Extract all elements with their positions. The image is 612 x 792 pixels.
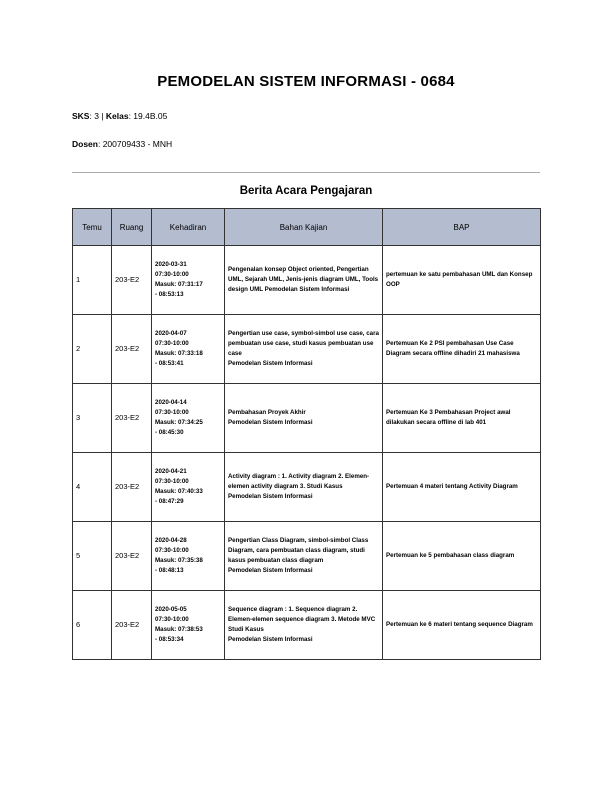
cell-bahan-kajian: Pembahasan Proyek Akhir Pemodelan Sistem Informasi (225, 384, 383, 453)
cell-temu: 3 (73, 384, 112, 453)
kelas-label: Kelas (105, 111, 129, 121)
cell-ruang: 203-E2 (112, 453, 152, 522)
cell-temu: 2 (73, 315, 112, 384)
cell-bap: pertemuan ke satu pembahasan UML dan Konsep OOP (383, 246, 541, 315)
dosen-value: : 200709433 - MNH (97, 139, 173, 149)
course-info (72, 111, 167, 121)
section-title: Berita Acara Pengajaran (239, 185, 373, 197)
cell-temu: 5 (73, 522, 112, 591)
cell-bahan-kajian: Activity diagram : 1. Activity diagram 2. Elemen-elemen activity diagram 3. Studi Kasus Pemodelan Sistem Informasi (225, 453, 383, 522)
header-ruang: Ruang (112, 209, 152, 246)
table-row (73, 522, 541, 591)
header-temu: Temu (73, 209, 112, 246)
sks-value: : 3 | (89, 111, 106, 121)
cell-kehadiran: 2020-04-07 07:30-10:00 Masuk: 07:33:18 - 08:53:41 (152, 315, 225, 384)
table-header-row (73, 209, 541, 246)
table-row (73, 453, 541, 522)
cell-bahan-kajian: Pengertian Class Diagram, simbol-simbol Class Diagram, cara pembuatan class diagram, studi kasus pembuatan class diagram Pemodelan Sistem Informasi (225, 522, 383, 591)
table-row (73, 384, 541, 453)
header-bap: BAP (383, 209, 541, 246)
table-row (73, 315, 541, 384)
cell-kehadiran: 2020-04-14 07:30-10:00 Masuk: 07:34:25 - 08:45:30 (152, 384, 225, 453)
cell-temu: 1 (73, 246, 112, 315)
cell-bap: Pertemuan Ke 2 PSI pembahasan Use Case Diagram secara offline dihadiri 21 mahasiswa (383, 315, 541, 384)
cell-ruang: 203-E2 (112, 591, 152, 660)
divider (72, 172, 540, 173)
cell-kehadiran: 2020-03-31 07:30-10:00 Masuk: 07:31:17 - 08:53:13 (152, 246, 225, 315)
lecturer-info (72, 139, 172, 149)
cell-bap: Pertemuan 4 materi tentang Activity Diagram (383, 453, 541, 522)
cell-temu: 4 (73, 453, 112, 522)
cell-bap: Pertemuan Ke 3 Pembahasan Project awal dilakukan secara offline di lab 401 (383, 384, 541, 453)
header-kehadiran: Kehadiran (152, 209, 225, 246)
cell-kehadiran: 2020-05-05 07:30-10:00 Masuk: 07:38:53 - 08:53:34 (152, 591, 225, 660)
cell-ruang: 203-E2 (112, 384, 152, 453)
cell-kehadiran: 2020-04-21 07:30-10:00 Masuk: 07:40:33 - 08:47:29 (152, 453, 225, 522)
sks-label: SKS (72, 111, 90, 121)
cell-bap: Pertemuan ke 5 pembahasan class diagram (383, 522, 541, 591)
table-row (73, 591, 541, 660)
table-row (73, 246, 541, 315)
cell-kehadiran: 2020-04-28 07:30-10:00 Masuk: 07:35:38 - 08:48:13 (152, 522, 225, 591)
cell-bahan-kajian: Pengertian use case, symbol-simbol use case, cara pembuatan use case, studi kasus pembuatan use case Pemodelan Sistem Informasi (225, 315, 383, 384)
cell-bahan-kajian: Sequence diagram : 1. Sequence diagram 2. Elemen-elemen sequence diagram 3. Metode MVC Studi Kasus Pemodelan Sistem Informasi (225, 591, 383, 660)
bap-table (72, 208, 541, 660)
header-bahan-kajian: Bahan Kajian (225, 209, 383, 246)
dosen-label: Dosen (72, 139, 98, 149)
cell-ruang: 203-E2 (112, 246, 152, 315)
cell-bap: Pertemuan ke 6 materi tentang sequence Diagram (383, 591, 541, 660)
cell-ruang: 203-E2 (112, 522, 152, 591)
cell-temu: 6 (73, 591, 112, 660)
page-title: PEMODELAN SISTEM INFORMASI - 0684 (157, 73, 455, 90)
cell-bahan-kajian: Pengenalan konsep Object oriented, Pengertian UML, Sejarah UML, Jenis-jenis diagram UML, Tools design UML Pemodelan Sistem Informasi (225, 246, 383, 315)
cell-ruang: 203-E2 (112, 315, 152, 384)
kelas-value: : 19.4B.05 (128, 111, 168, 121)
